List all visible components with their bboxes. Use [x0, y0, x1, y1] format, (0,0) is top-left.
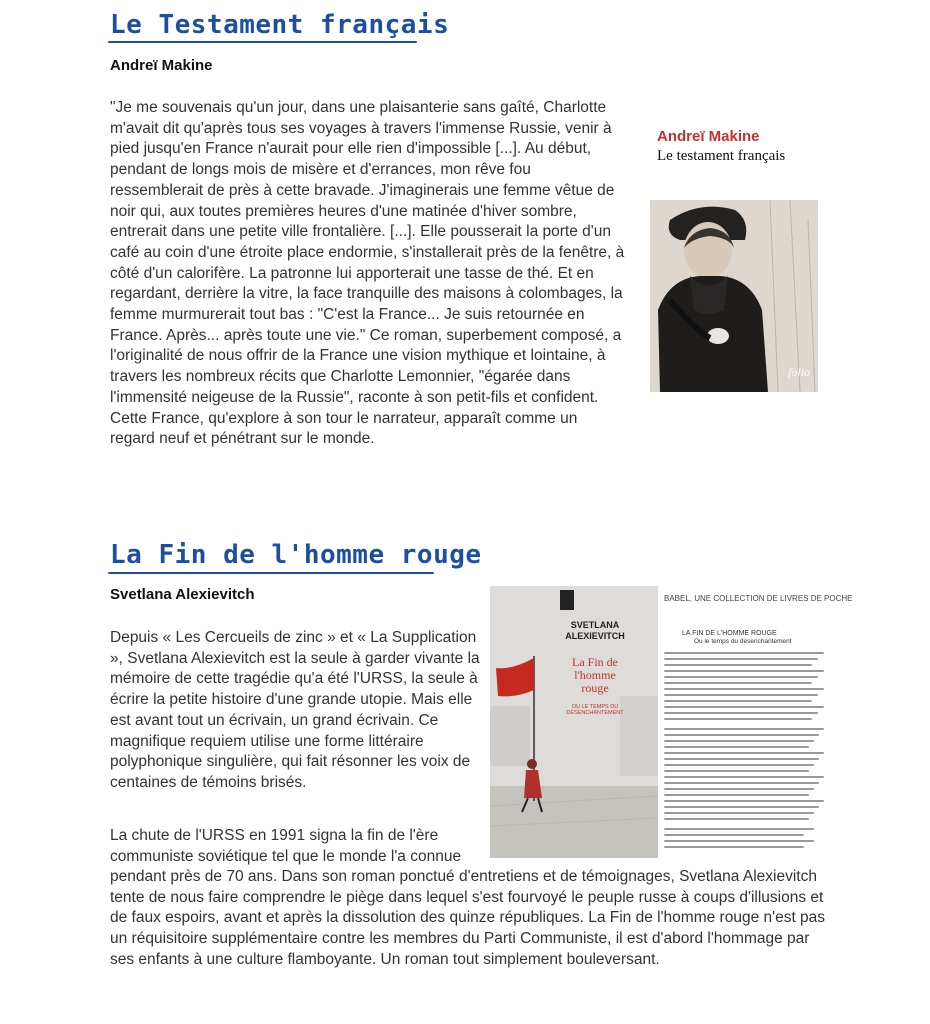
blurb-line: [664, 700, 812, 702]
book-cover-back[interactable]: [658, 586, 853, 858]
cover-photo: [650, 200, 818, 392]
blurb-line: [664, 658, 818, 660]
blurb-line: [664, 840, 814, 842]
blurb-line: [664, 728, 824, 730]
blurb-line: [664, 752, 824, 754]
blurb-line: [664, 770, 809, 772]
blurb-line: [664, 740, 814, 742]
blurb-line: [664, 734, 819, 736]
back-cover-title: LA FIN DE L'HOMME ROUGE: [682, 630, 777, 637]
blurb-line: [664, 782, 819, 784]
blurb-line: [664, 812, 814, 814]
book-author: Andreï Makine: [110, 57, 213, 74]
title-underline: [108, 41, 417, 43]
publisher-logo: [560, 590, 574, 610]
blurb-line: [664, 688, 824, 690]
blurb-line: [664, 818, 809, 820]
cover-title: La Fin de l'homme rouge: [572, 655, 618, 695]
blurb-line: [664, 682, 812, 684]
back-cover-subtitle: Ou le temps du désenchantement: [694, 638, 792, 645]
blurb-line: [664, 834, 804, 836]
cover-portrait-image: [650, 200, 818, 392]
book-title: Le Testament français: [110, 10, 450, 40]
cover-author: SVETLANA ALEXIEVITCH: [565, 620, 625, 641]
cover-author: Andreï Makine: [657, 128, 760, 145]
blurb-line: [664, 718, 812, 720]
blurb-line: [664, 664, 812, 666]
blurb-line: [664, 788, 814, 790]
book-description-continued: pendant près de 70 ans. Dans son roman ponctué d'entretiens et de témoignages, Svetlana Alexievitch tente de nous faire comprendre le piège dans lequel s'est fourvoyé le peuple russe à coups d'illusions et de faux espoirs, avant et après la dissolution des quinze républiques. La Fin de l'homme rouge n'est pas un réquisitoire supplémentaire contre les membres du Parti Communiste, il est d'abord l'hommage par ses enfants à une culture flamboyante. Un roman tout simplement bouleversant.: [110, 868, 826, 968]
blurb-line: [664, 694, 818, 696]
blurb-line: [664, 806, 819, 808]
book-description-paragraph: Depuis « Les Cercueils de zinc » et « La Supplication », Svetlana Alexievitch est la seule à garder vivante la mémoire de cette tragédie qu'a été l'URSS, la seule à écrire la petite histoire d'une grande utopie. Mais elle est avant tout un écrivain, un grand écrivain. Ce magnifique requiem utilise une forme littéraire polyphonique singulière, qui fait résonner les voix de centaines de témoins brisés.: [110, 629, 480, 791]
blurb-line: [664, 652, 824, 654]
blurb-line: [664, 676, 818, 678]
book-description-paragraph: La chute de l'URSS en 1991 signa la fin de l'ère communiste soviétique tel que le monde l'a connue: [110, 827, 462, 865]
book-description-continued: regard neuf et pénétrant sur le monde.: [110, 430, 375, 447]
book-cover-front[interactable]: [490, 586, 658, 858]
publisher-logo: folio: [787, 365, 810, 379]
blurb-line: [664, 670, 824, 672]
book-description-intro: "Je me souvenais qu'un jour, dans une plaisanterie sans gaîté, Charlotte m'avait dit qu'après tous ses voyages à travers l'immense Russie, venir à pied jusqu'en France n'aurait pour elle rien d'impossible [...]. Au début, pendant de longs mois de misère et d'errances, mon rêve fou ressemblerait de près à cette bravade. J'imaginerais une femme vêtue de noir qui, aux toutes premières heures d'une matinée d'hiver sombre, entrerait dans une petite ville frontalière. [...]. Elle pousserait la porte d'un café au coin d'une étroite place endormie, s'installerait près de la fenêtre, à côté d'un calorifère. La patronne lui apporterait une tasse de thé. Et en regardant, derrière la vitre, la face tranquille des maisons à colombages, la femme murmurerait tout bas : "C'est la France... Je suis retournée en France. Après... après toute une vie." Ce roman, superbement composé, a l'originalité de nous offrir de la France une vision mythique et lointaine, à travers les nombreux récits que Charlotte Lemonnier, "égarée dans l'immensité neigeuse de la Russie", raconte à son petit-fils et confident. Cette France, qu'explore à son tour le narrateur, apparaît comme un: [110, 99, 625, 427]
cover-title: Le testament français: [657, 148, 786, 164]
back-cover-header: BABEL, UNE COLLECTION DE LIVRES DE POCHE: [664, 594, 853, 603]
blurb-line: [664, 828, 814, 830]
blurb-line: [664, 746, 809, 748]
blurb-line: [664, 846, 804, 848]
book-title: La Fin de l'homme rouge: [110, 540, 482, 570]
blurb-line: [664, 794, 809, 796]
cover-subtitle: OU LE TEMPS DU DÉSENCHANTEMENT: [566, 704, 624, 716]
title-underline: [108, 572, 434, 574]
blurb-line: [664, 776, 824, 778]
book-author: Svetlana Alexievitch: [110, 586, 255, 603]
blurb-line: [664, 758, 819, 760]
blurb-line: [664, 764, 814, 766]
book-cover[interactable]: [650, 120, 822, 395]
blurb-line: [664, 706, 824, 708]
blurb-line: [664, 800, 824, 802]
blurb-line: [664, 712, 818, 714]
